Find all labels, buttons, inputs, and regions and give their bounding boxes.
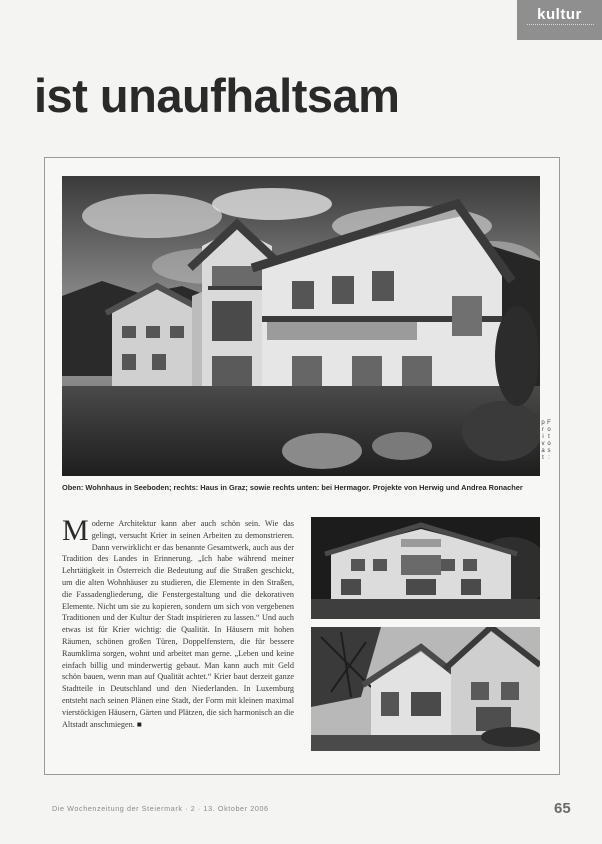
hermagor-house-photo bbox=[311, 627, 540, 751]
page-number: 65 bbox=[554, 800, 571, 817]
section-tab-rule bbox=[527, 24, 594, 31]
graz-house-photo bbox=[311, 517, 540, 619]
article-body-text: oderne Architektur kann aber auch schön sein. Wie das gelingt, versucht Krier in seinen Arbeiten zu demonstrieren. Dann verwirklicht er das benannte Gesamtwerk, auch aus der Tradition des Landes in Erinnerung. „Ich habe während meiner Lehrtätigkeit in Österreich die Bedeutung auf die Straßen geschickt, um die alten Wohnhäuser zu studieren, die Elemente in den Straßen, die Fassadengliederung, die Fenstergestaltung und die dekorativen Elemente. Nicht um sie zu kopieren, sondern um sich von vergebenen Traditionen und der Kultur der Stadt inspirieren zu lassen.“ Und auch etwas ist für Krier wichtig: die Qualität. In Häusern mit hohen Räumen, schönen großen Türen, Doppelfenstern, die für bessere Raumklima sorgen, wohnt und arbeitet man gerne. „Leben und keine einfach billig und minderwertig gebaut. Man kann auch mit Geld schön bauen, wenn man auf Qualität achtet.“ Krier baut derzeit ganze Stadtteile in Deutschland und den Niederlanden. In Luxemburg entsteht nach seinen Plänen eine Stadt, der Form mit kleinen maximal vierstöckigen Häusern, Gärten und Plätzen, die sich harmonisch an die Altstadt anschmiegen. bbox=[62, 519, 294, 729]
main-house-photo bbox=[62, 176, 540, 476]
article-body bbox=[62, 518, 294, 770]
end-mark: ■ bbox=[136, 719, 142, 729]
drop-cap: M bbox=[62, 518, 89, 547]
photo-credit: Fotos: privat bbox=[540, 420, 552, 462]
photo-caption: Oben: Wohnhaus in Seeboden; rechts: Haus in Graz; sowie rechts unten: bei Hermagor. Projekte von Herwig und Andrea Ronacher bbox=[62, 483, 523, 492]
footer-publication: Die Wochenzeitung der Steiermark · 2 · 13. Oktober 2006 bbox=[52, 804, 269, 813]
headline: ist unaufhaltsam bbox=[34, 69, 400, 122]
section-label: kultur bbox=[537, 6, 582, 23]
section-tab bbox=[517, 0, 602, 40]
